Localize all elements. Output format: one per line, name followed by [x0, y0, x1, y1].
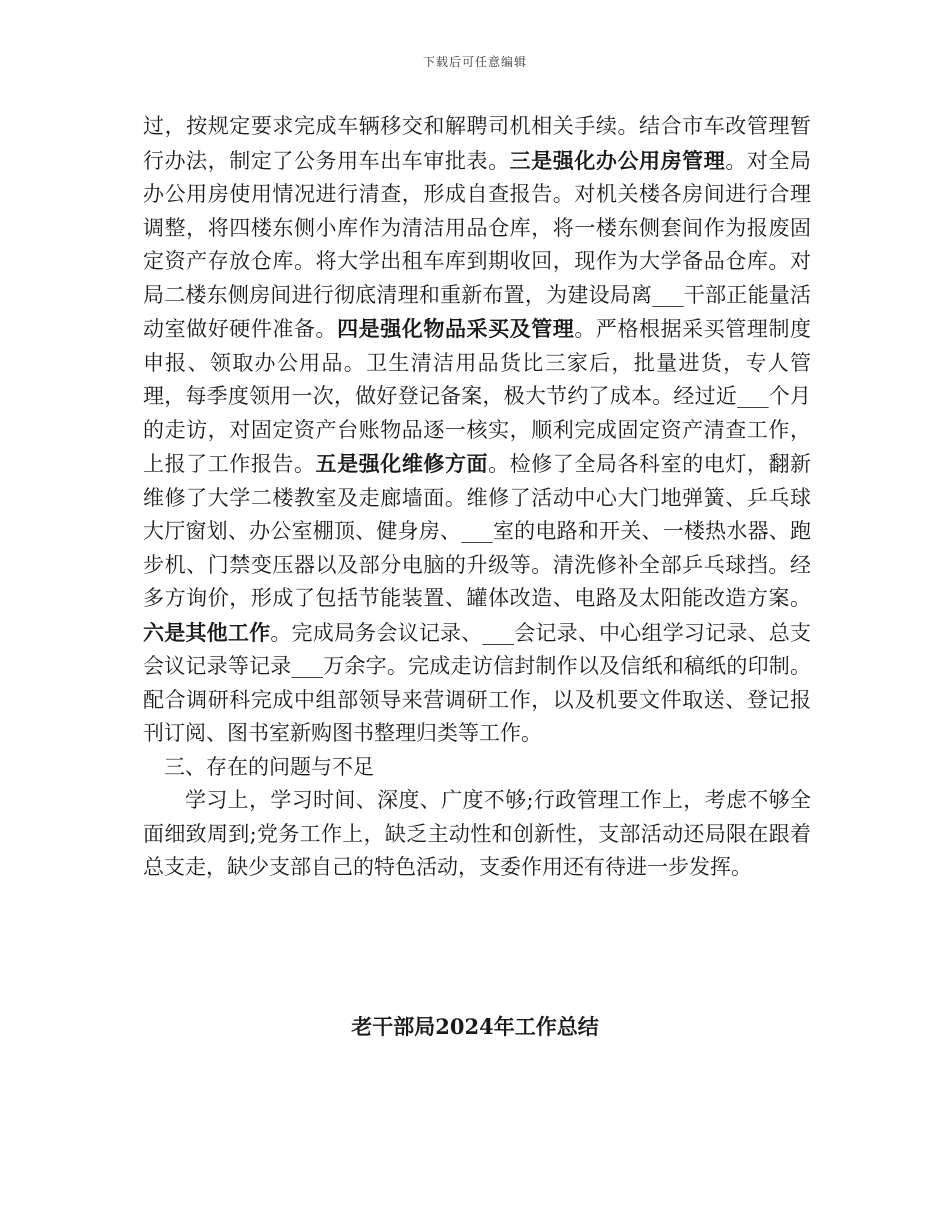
paragraph-text: 。完成局务会议记录、___会记录、中心组学习记录、总支会议记录等记录___万余字。完成走访信封制作以及信纸和稿纸的印制。配合调研科完成中组部领导来营调研工作，以及机要文件取送、登记报刊订阅、图书室新购图书整理归类等工作。	[143, 620, 812, 745]
problems-paragraph: 学习上，学习时间、深度、广度不够;行政管理工作上，考虑不够全面细致周到;党务工作上，缺乏主动性和创新性，支部活动还局限在跟着总支走，缺少支部自己的特色活动，支委作用还有待进一步发挥。	[143, 788, 811, 879]
document-body	[143, 110, 811, 885]
paragraph-text: 。检修了全局各科室的电灯，翻新维修了大学二楼教室及走廊墙面。维修了活动中心大门地弹簧、乒乓球大厅窗划、办公室棚顶、健身房、___室的电路和开关、一楼热水器、跑步机、门禁变压器以及部分电脑的升级等。清洗修补全部乒乓球挡。经多方询价，形成了包括节能装置、罐体改造、电路及太阳能改造方案。	[143, 452, 812, 610]
section-heading-problems: 三、存在的问题与不足	[164, 754, 374, 779]
bold-heading-other-work: 六是其他工作	[143, 619, 271, 645]
paragraph-text: 。对全局办公用房使用情况进行清查，形成自查报告。对机关楼各房间进行合理调整，将四楼东侧小库作为清洁用品仓库，将一楼东侧套间作为报废固定资产存放仓库。将大学出租车库到期收回，现作为大学备品仓库。对局二楼东侧房间进行彻底清理和重新布置，为建设局离___干部正能量活动室做好硬件准备。	[143, 148, 812, 341]
work-paragraph	[143, 110, 811, 751]
paragraph-text: 过，按规定要求完成车辆移交和解聘司机相关手续。结合市车改管理暂行办法，制定了公务用车出车审批表。	[143, 114, 811, 173]
paragraph-text: 。严格根据采买管理制度申报、领取办公用品。卫生清洁用品货比三家后，批量进货，专人管理，每季度领用一次，做好登记备案，极大节约了成本。经过近___个月的走访，对固定资产台账物品逐一核实，顺利完成固定资产清查工作，上报了工作报告。	[143, 317, 812, 476]
bold-heading-maintenance: 五是强化维修方面	[315, 451, 489, 476]
page-header: 下载后可任意编辑	[422, 55, 527, 69]
bold-heading-office-space: 三是强化办公用房管理	[509, 147, 726, 173]
bold-heading-procurement: 四是强化物品采买及管理	[337, 316, 575, 341]
document-title: 老干部局2024年工作总结	[351, 1014, 599, 1039]
